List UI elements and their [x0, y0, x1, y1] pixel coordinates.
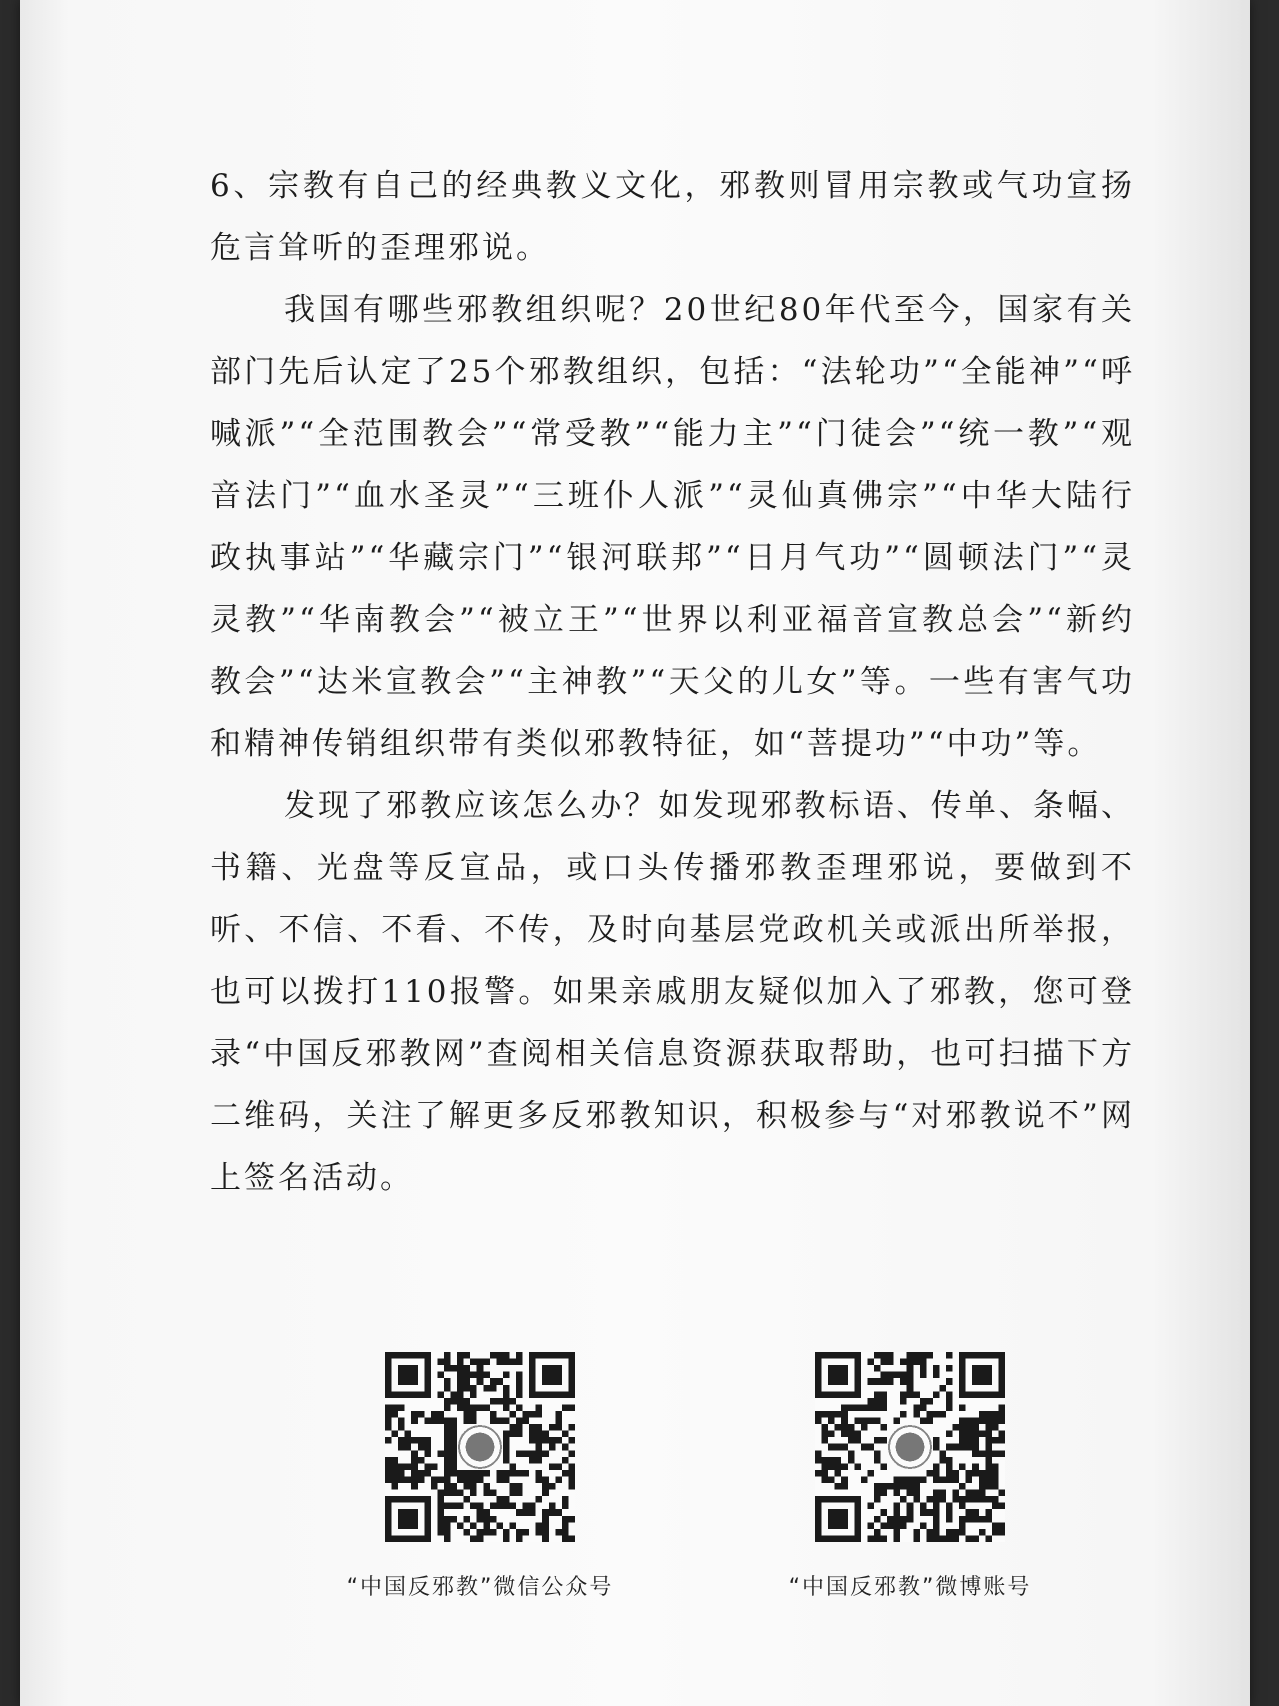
weibo-qr-block — [740, 1352, 1080, 1601]
document-body — [210, 155, 1135, 1209]
wechat-qr-block — [310, 1352, 650, 1601]
weibo-qr-caption: “中国反邪教”微博账号 — [788, 1575, 1032, 1600]
wechat-qr-code[interactable] — [385, 1352, 575, 1542]
paper-sheet — [20, 0, 1250, 1706]
paragraph-cult-list: 我国有哪些邪教组织呢？20世纪80年代至今，国家有关部门先后认定了25个邪教组织，包括：“法轮功”“全能神”“呼喊派”“全范围教会”“常受教”“能力主”“门徒会”“统一教”“观音法门”“血水圣灵”“三班仆人派”“灵仙真佛宗”“中华大陆行政执事站”“华藏宗门”“银河联邦”“日月气功”“圆顿法门”“灵灵教”“华南教会”“被立王”“世界以利亚福音宣教总会”“新约教会”“达米宣教会”“主神教”“天父的儿女”等。一些有害气功和精神传销组织带有类似邪教特征，如“菩提功”“中功”等。 — [210, 292, 1135, 762]
paragraph-point-6: 6、宗教有自己的经典教义文化，邪教则冒用宗教或气功宣扬危言耸听的歪理邪说。 — [210, 168, 1135, 266]
paragraph-what-to-do: 发现了邪教应该怎么办？如发现邪教标语、传单、条幅、书籍、光盘等反宣品，或口头传播邪教歪理邪说，要做到不听、不信、不看、不传，及时向基层党政机关或派出所举报，也可以拨打110报警。如果亲戚朋友疑似加入了邪教，您可登录“中国反邪教网”查阅相关信息资源获取帮助，也可扫描下方二维码，关注了解更多反邪教知识，积极参与“对邪教说不”网上签名活动。 — [210, 788, 1135, 1196]
wechat-qr-caption: “中国反邪教”微信公众号 — [346, 1575, 614, 1600]
weibo-qr-code[interactable] — [815, 1352, 1005, 1542]
